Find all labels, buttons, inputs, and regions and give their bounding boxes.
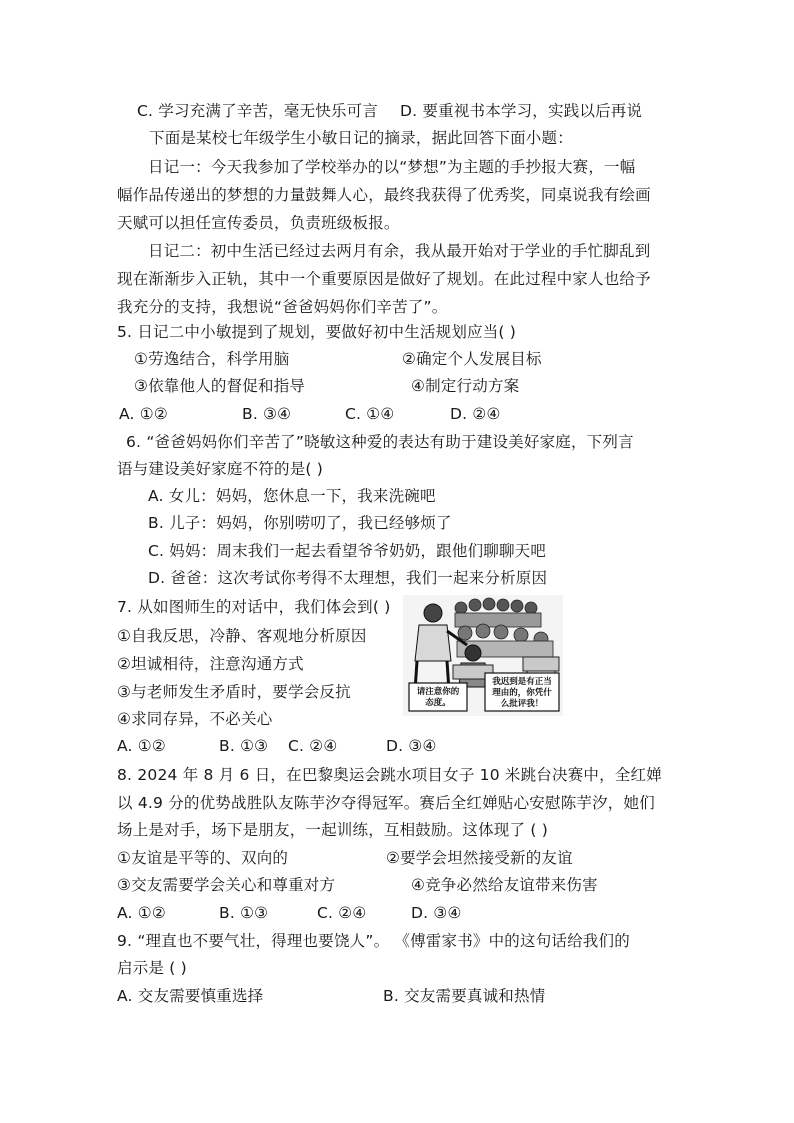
q5-statement-3: ③依靠他人的督促和指导 [134, 377, 306, 395]
student-speech-line2: 理由的，你凭什 [492, 688, 552, 698]
q8-statement-1: ①友谊是平等的、双向的 [117, 849, 289, 867]
student-speech-line3: 么批评我！ [500, 699, 544, 709]
q5-statement-1: ①劳逸结合，科学用脑 [134, 350, 290, 368]
q7-statement-3: ③与老师发生矛盾时，要学会反抗 [117, 683, 351, 701]
diary1-line1: 日记一：今天我参加了学校举办的以“梦想”为主题的手抄报大赛，一幅 [148, 158, 636, 176]
q7-statement-2: ②坦诚相待，注意沟通方式 [117, 655, 304, 673]
q9-option-a: A. 交友需要慎重选择 [117, 987, 264, 1005]
teacher-speech-line2: 态度。 [425, 698, 451, 708]
speech-bubble-student [485, 673, 559, 711]
q5-option-b: B. ③④ [242, 405, 292, 423]
passage-intro: 下面是某校七年级学生小敏日记的摘录，据此回答下面小题： [149, 129, 573, 147]
speech-bubble-teacher [409, 683, 467, 711]
q7-stem: 7. 从如图师生的对话中，我们体会到( ) [117, 598, 391, 616]
q5-option-d: D. ②④ [450, 405, 501, 423]
q9-stem-line2: 启示是 ( ) [117, 959, 187, 977]
teacher-speech-line1: 请注意你的 [416, 687, 460, 697]
student-speech-line1: 我迟到是有正当 [492, 677, 552, 687]
diary2-line1: 日记二：初中生活已经过去两月有余，我从最开始对于学业的手忙脚乱到 [148, 242, 651, 260]
q7-option-d: D. ③④ [386, 737, 437, 755]
q6-option-c: C. 妈妈：周末我们一起去看望爷爷奶奶，跟他们聊聊天吧 [148, 542, 547, 560]
q8-statement-3: ③交友需要学会关心和尊重对方 [117, 876, 336, 894]
q5-statement-2: ②确定个人发展目标 [402, 350, 542, 368]
q7-option-b: B. ①③ [219, 737, 269, 755]
q7-option-a: A. ①② [117, 737, 166, 755]
q4-option-d: D. 要重视书本学习，实践以后再说 [400, 102, 643, 120]
q6-option-a: A. 女儿：妈妈，您休息一下，我来洗碗吧 [148, 487, 436, 505]
q8-option-d: D. ③④ [411, 904, 462, 922]
diary2-line2: 现在渐渐步入正轨，其中一个重要原因是做好了规划。在此过程中家人也给予 [117, 270, 651, 288]
q8-stem-line3: 场上是对手，场下是朋友，一起训练，互相鼓励。这体现了 ( ) [117, 821, 548, 839]
q8-statement-4: ④竞争必然给友谊带来伤害 [411, 876, 598, 894]
q8-option-c: C. ②④ [317, 904, 367, 922]
q8-statement-2: ②要学会坦然接受新的友谊 [386, 849, 573, 867]
q8-option-b: B. ①③ [219, 904, 269, 922]
classroom-dialogue-illustration [403, 595, 563, 716]
q5-statement-4: ④制定行动方案 [411, 377, 520, 395]
q6-stem-line2: 语与建设美好家庭不符的是( ) [117, 460, 324, 478]
q8-stem-line2: 以 4.9 分的优势战胜队友陈芋汐夺得冠军。赛后全红婵贴心安慰陈芋汐，她们 [117, 794, 655, 812]
q4-option-c: C. 学习充满了辛苦，毫无快乐可言 [137, 102, 379, 120]
q7-option-c: C. ②④ [288, 737, 338, 755]
q9-option-b: B. 交友需要真诚和热情 [383, 987, 546, 1005]
q5-stem: 5. 日记二中小敏提到了规划，要做好初中生活规划应当( ) [117, 323, 517, 341]
q6-stem-line1: 6. “爸爸妈妈你们辛苦了”晓敏这种爱的表达有助于建设美好家庭，下列言 [126, 433, 634, 451]
diary1-line2: 幅作品传递出的梦想的力量鼓舞人心，最终我获得了优秀奖，同桌说我有绘画 [117, 186, 651, 204]
q5-option-a: A. ①② [119, 405, 168, 423]
q6-option-d: D. 爸爸：这次考试你考得不太理想，我们一起来分析原因 [148, 569, 548, 587]
q9-stem-line1: 9. “理直也不要气壮，得理也要饶人”。 《傅雷家书》中的这句话给我们的 [117, 932, 630, 950]
q5-option-c: C. ①④ [345, 405, 395, 423]
q7-statement-4: ④求同存异，不必关心 [117, 710, 273, 728]
diary1-line3: 天赋可以担任宣传委员，负责班级板报。 [117, 214, 400, 232]
diary2-line3: 我充分的支持，我想说“爸爸妈妈你们辛苦了”。 [117, 298, 448, 316]
q8-stem-line1: 8. 2024 年 8 月 6 日，在巴黎奥运会跳水项目女子 10 米跳台决赛中，全红婵 [117, 766, 662, 784]
q6-option-b: B. 儿子：妈妈，你别唠叨了，我已经够烦了 [148, 514, 452, 532]
q7-statement-1: ①自我反思，冷静、客观地分析原因 [117, 627, 367, 645]
q8-option-a: A. ①② [117, 904, 166, 922]
